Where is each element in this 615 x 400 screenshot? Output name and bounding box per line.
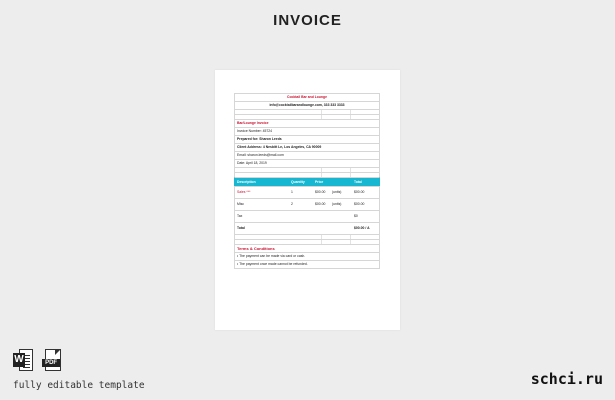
column-header: Total bbox=[354, 180, 362, 184]
table-cell: $00.00 bbox=[315, 202, 326, 206]
total-row bbox=[234, 222, 380, 234]
terms-heading: Terms & Conditions bbox=[234, 244, 380, 252]
table-cell: Tax bbox=[237, 214, 243, 218]
column-header: Price bbox=[315, 180, 324, 184]
terms-text: • The payment can be made via card or cash. bbox=[237, 254, 306, 258]
table-cell: $00.00 bbox=[354, 190, 365, 194]
word-icon-letter: W bbox=[14, 354, 24, 365]
table-cell: Misc bbox=[237, 202, 244, 206]
invoice-preview[interactable] bbox=[215, 70, 400, 330]
page-title: INVOICE bbox=[273, 12, 342, 29]
client-email: Email: sharon.leeds@mail.com bbox=[234, 151, 380, 159]
table-cell: 2 bbox=[291, 202, 293, 206]
invoice-heading: Bar/Lounge Invoice bbox=[234, 119, 380, 127]
table-row bbox=[234, 198, 380, 210]
table-cell: (units) bbox=[332, 190, 342, 194]
terms-text-2: The payment once made cannot be refunded. bbox=[239, 262, 308, 266]
table-header bbox=[234, 177, 380, 186]
brand-logo-text: schci.ru bbox=[530, 370, 603, 388]
word-document-icon bbox=[13, 349, 33, 371]
company-name: Cocktail Bar and Lounge bbox=[234, 93, 380, 101]
contact-line: info@cocktailbarandlounge.com, 333 333 3333 bbox=[234, 101, 380, 109]
prepared-for: Prepared for: Sharon Leeds bbox=[234, 135, 380, 143]
table-row bbox=[234, 186, 380, 198]
client-address: Client Address: 4 Nesbitt Ln, Los Angeles, CA 90009 bbox=[234, 143, 380, 151]
invoice-date: Date: April 18, 2019 bbox=[234, 159, 380, 167]
total-label: Total bbox=[237, 226, 245, 230]
invoice-document bbox=[234, 93, 380, 269]
terms-text-1: The payment can be made via card or cash. bbox=[239, 254, 306, 258]
template-tagline: fully editable template bbox=[13, 380, 145, 391]
table-cell: $00.00 bbox=[315, 190, 326, 194]
table-cell: Sales *** bbox=[237, 190, 251, 194]
terms-text: • The payment once made cannot be refunded. bbox=[237, 262, 308, 266]
column-header: Quantity bbox=[291, 180, 305, 184]
pdf-document-icon bbox=[42, 349, 62, 371]
table-cell: 1 bbox=[291, 190, 293, 194]
table-cell: $0 bbox=[354, 214, 358, 218]
table-cell: (units) bbox=[332, 202, 342, 206]
format-icons bbox=[13, 349, 66, 371]
pdf-icon-label: PDF bbox=[42, 359, 60, 367]
invoice-number: Invoice Number: 45724 bbox=[234, 127, 380, 135]
column-header: Description bbox=[237, 180, 256, 184]
table-cell: $00.00 bbox=[354, 202, 365, 206]
terms-item bbox=[234, 260, 380, 269]
table-row bbox=[234, 210, 380, 222]
terms-item bbox=[234, 252, 380, 260]
total-value: $00.00 / A bbox=[354, 226, 370, 230]
